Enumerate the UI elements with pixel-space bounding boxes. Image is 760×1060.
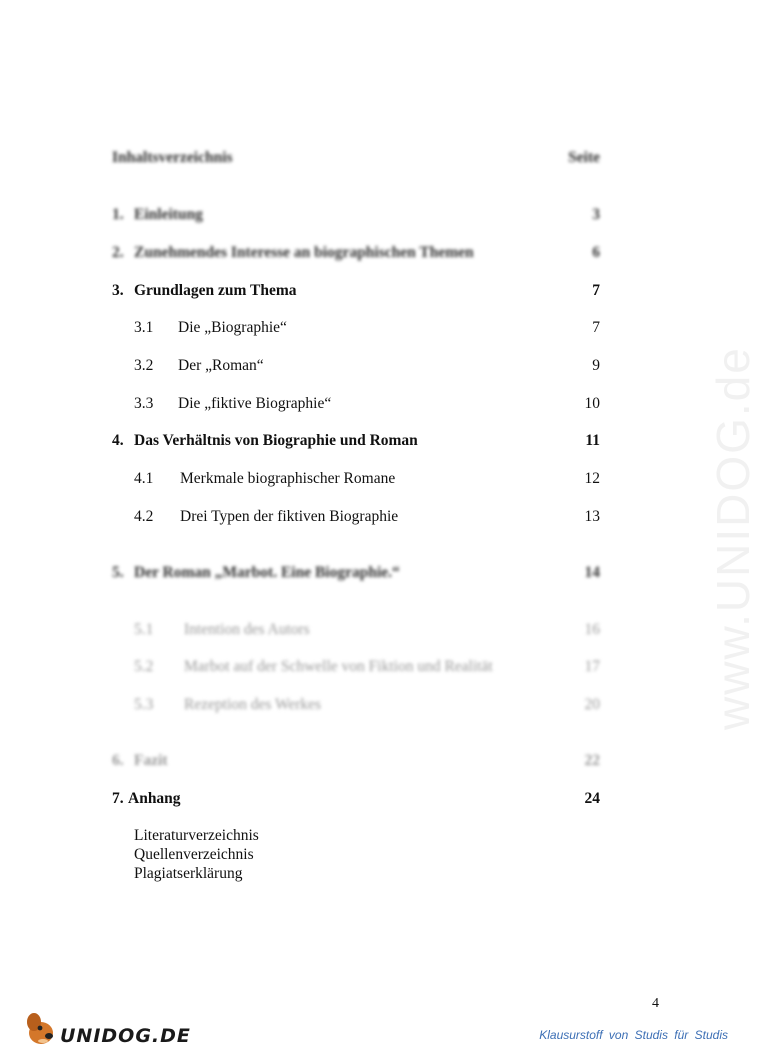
watermark: www.UNIDOG.de [707,346,759,730]
appendix-list [134,826,259,883]
appendix-item: Quellenverzeichnis [134,846,254,863]
toc-entry: 4. Das Verhältnis von Biographie und Roman 11 [112,432,600,449]
toc-subentry: 3.3 Die „fiktive Biographie“ 10 [134,395,600,412]
toc-subentry: 3.2 Der „Roman“ 9 [134,357,600,374]
toc-entry: 6. Fazit 22 [112,752,600,769]
dog-icon [22,1008,60,1048]
toc-entry: 1. Einleitung 3 [112,206,600,223]
toc-subentry: 3.1 Die „Biographie“ 7 [134,319,600,336]
toc-entry: 5. Der Roman „Marbot. Eine Biographie.“ 14 [112,564,600,581]
toc-subentry: 5.1 Intention des Autors 16 [134,621,600,638]
toc-heading: Inhaltsverzeichnis [112,149,233,166]
unidog-logo [22,1008,191,1048]
toc-entry: 7. Anhang 24 [112,790,600,807]
footer-tagline: Klausurstoff von Studis für Studis [539,1028,728,1042]
toc-subentry: 5.3 Rezeption des Werkes 20 [134,696,600,713]
toc-page-heading: Seite [568,149,600,166]
logo-text: UNIDOG.DE [60,1025,191,1047]
toc-entry: 3. Grundlagen zum Thema 7 [112,282,600,299]
toc-subentry: 4.1 Merkmale biographischer Romane 12 [134,470,600,487]
toc-subentry: 4.2 Drei Typen der fiktiven Biographie 13 [134,508,600,525]
page-number: 4 [652,996,659,1011]
appendix-item: Plagiatserklärung [134,865,243,882]
appendix-item: Literaturverzeichnis [134,827,259,844]
toc-entry: 2. Zunehmendes Interesse an biographischen Themen 6 [112,244,600,261]
toc-subentry: 5.2 Marbot auf der Schwelle von Fiktion und Realität 17 [134,658,600,675]
